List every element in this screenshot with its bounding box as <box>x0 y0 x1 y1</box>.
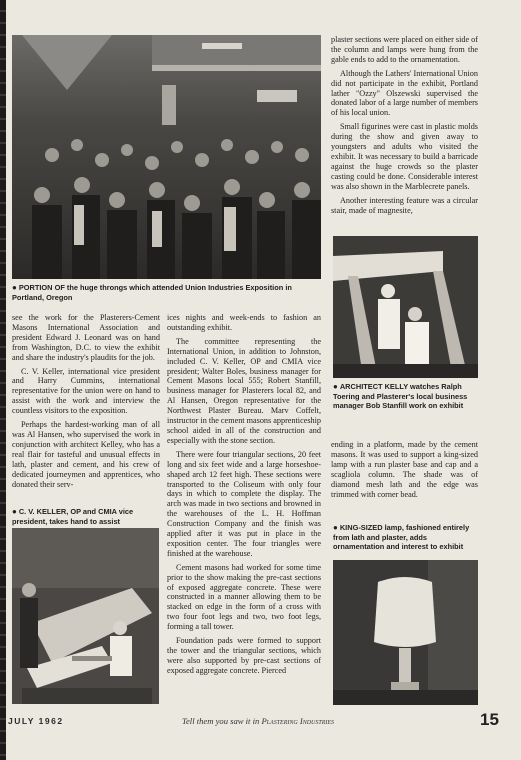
caption-bullet: ● <box>12 283 17 292</box>
page-footer <box>6 710 521 735</box>
lamp-photo-caption <box>333 523 480 552</box>
article-column-middle <box>167 313 321 680</box>
paragraph: plaster sections were placed on either side of the column and lamps were hung from the gable ends to add to the ornamentation. <box>331 35 478 64</box>
paragraph: Small figurines were cast in plastic molds during the show and given away to youngsters and adults who visited the exhibit. It was necessary to build a barricade against the huge crowds so the plaster casting could be done. Considerable interest was also shown in the Marblecrete panels. <box>331 122 478 191</box>
paragraph: ending in a platform, made by the cement masons. It was used to support a king-sized lamp with a run plaster base and cap and a scagliola column. The shade was of diamond mesh lath and the edge was trimmed with corner bead. <box>331 440 478 499</box>
article-column-left <box>12 313 160 493</box>
keller-photo-caption <box>12 507 162 526</box>
paragraph: C. V. Keller, international vice president and Harry Cummins, international representative for the union were on hand to assist with the work and interview the countless visitors to the exposition. <box>12 366 160 416</box>
caption-bullet: ● <box>333 523 338 532</box>
paragraph: The committee representing the International Union, in addition to Johnston, included C. V. Keller, OP and CMIA vice president; Walter Boles, business manager for Cement Masons local 555; Robert Stanfill, business manager for Plasterers local 82, and Al Hansen, Oregon representative for the Northwest Plaster Bureau. Marv Coffelt, instructor in the cement masons apprenticeship school aided in all of the construction and especially with the stone section. <box>167 336 321 445</box>
caption-text: ARCHITECT KELLY watches Ralph Toering and Plasterer's local business manager Bob Stanfill work on exhibit <box>333 382 468 411</box>
article-column-right-bottom <box>331 440 478 503</box>
footer-tagline-text: Tell them you saw it in <box>182 716 260 726</box>
article-column-right-top <box>331 35 478 219</box>
paragraph: Foundation pads were formed to support the tower and the triangular sections, which were also supported by pre-cast sections of exposed aggregate concrete. Pierced <box>167 636 321 675</box>
paragraph: There were four triangular sections, 20 feet long and six feet wide and a large horseshoe-shaped arch 12 feet high. These sections were transported to the Coliseum with only four days in which to complete the display. The arch was made in two sections and browned in the warehouses of the L. H. Hoffman Construction Company and the finish was applied after it was put in place in the exposition center. The four triangles were finished at the warehouse. <box>167 449 321 558</box>
footer-tagline <box>182 716 334 726</box>
page-number: 15 <box>480 710 499 729</box>
lamp-photo <box>333 560 478 705</box>
architect-photo-caption <box>333 382 480 411</box>
paragraph: Another interesting feature was a circular stair, made of magnesite, <box>331 195 478 215</box>
keller-photo <box>12 528 159 704</box>
paragraph: ices nights and week-ends to fashion an outstanding exhibit. <box>167 313 321 332</box>
magazine-page <box>6 0 521 760</box>
publication-name: Plastering Industries <box>261 716 335 726</box>
crowd-photo-caption <box>12 283 321 302</box>
crowd-photo <box>12 35 321 279</box>
architect-photo <box>333 236 478 378</box>
caption-bullet: ● <box>333 382 338 391</box>
caption-text: C. V. KELLER, OP and CMIA vice president, takes hand to assist <box>12 507 134 526</box>
caption-text: KING-SIZED lamp, fashioned entirely from lath and plaster, adds ornamentation and interest to exhibit <box>333 523 470 552</box>
caption-bullet: ● <box>12 507 17 516</box>
issue-date: JULY 1962 <box>8 716 64 726</box>
paragraph: Cement masons had worked for some time prior to the show making the pre-cast sections of exposed aggregate concrete. These were constructed in a manner allowing them to be stacked on edge in the form of a cross with two four foot legs and two, two foot legs, forming a tall tower. <box>167 562 321 632</box>
paragraph: Although the Lathers' International Union did not participate in the exhibit, Portland lather "Ozzy" Olszewski supervised the donated labor of a large number of members of his local union. <box>331 68 478 118</box>
paragraph: see the work for the Plasterers-Cement Masons International Association and president Edward J. Leonard was on hand from Washington, D.C. to view the exhibit and share the industry's plaudits for the job. <box>12 313 160 362</box>
paragraph: Perhaps the hardest-working man of all was Al Hansen, who supervised the work in conjunction with architect Kelley, who has a real flair for tasteful and unusual effects in lath, plaster and cement, and his crew of dedicated journeymen and apprentices, who donated their serv- <box>12 420 160 489</box>
caption-text: PORTION OF the huge throngs which attended Union Industries Exposition in Portland, Oregon <box>12 283 292 302</box>
